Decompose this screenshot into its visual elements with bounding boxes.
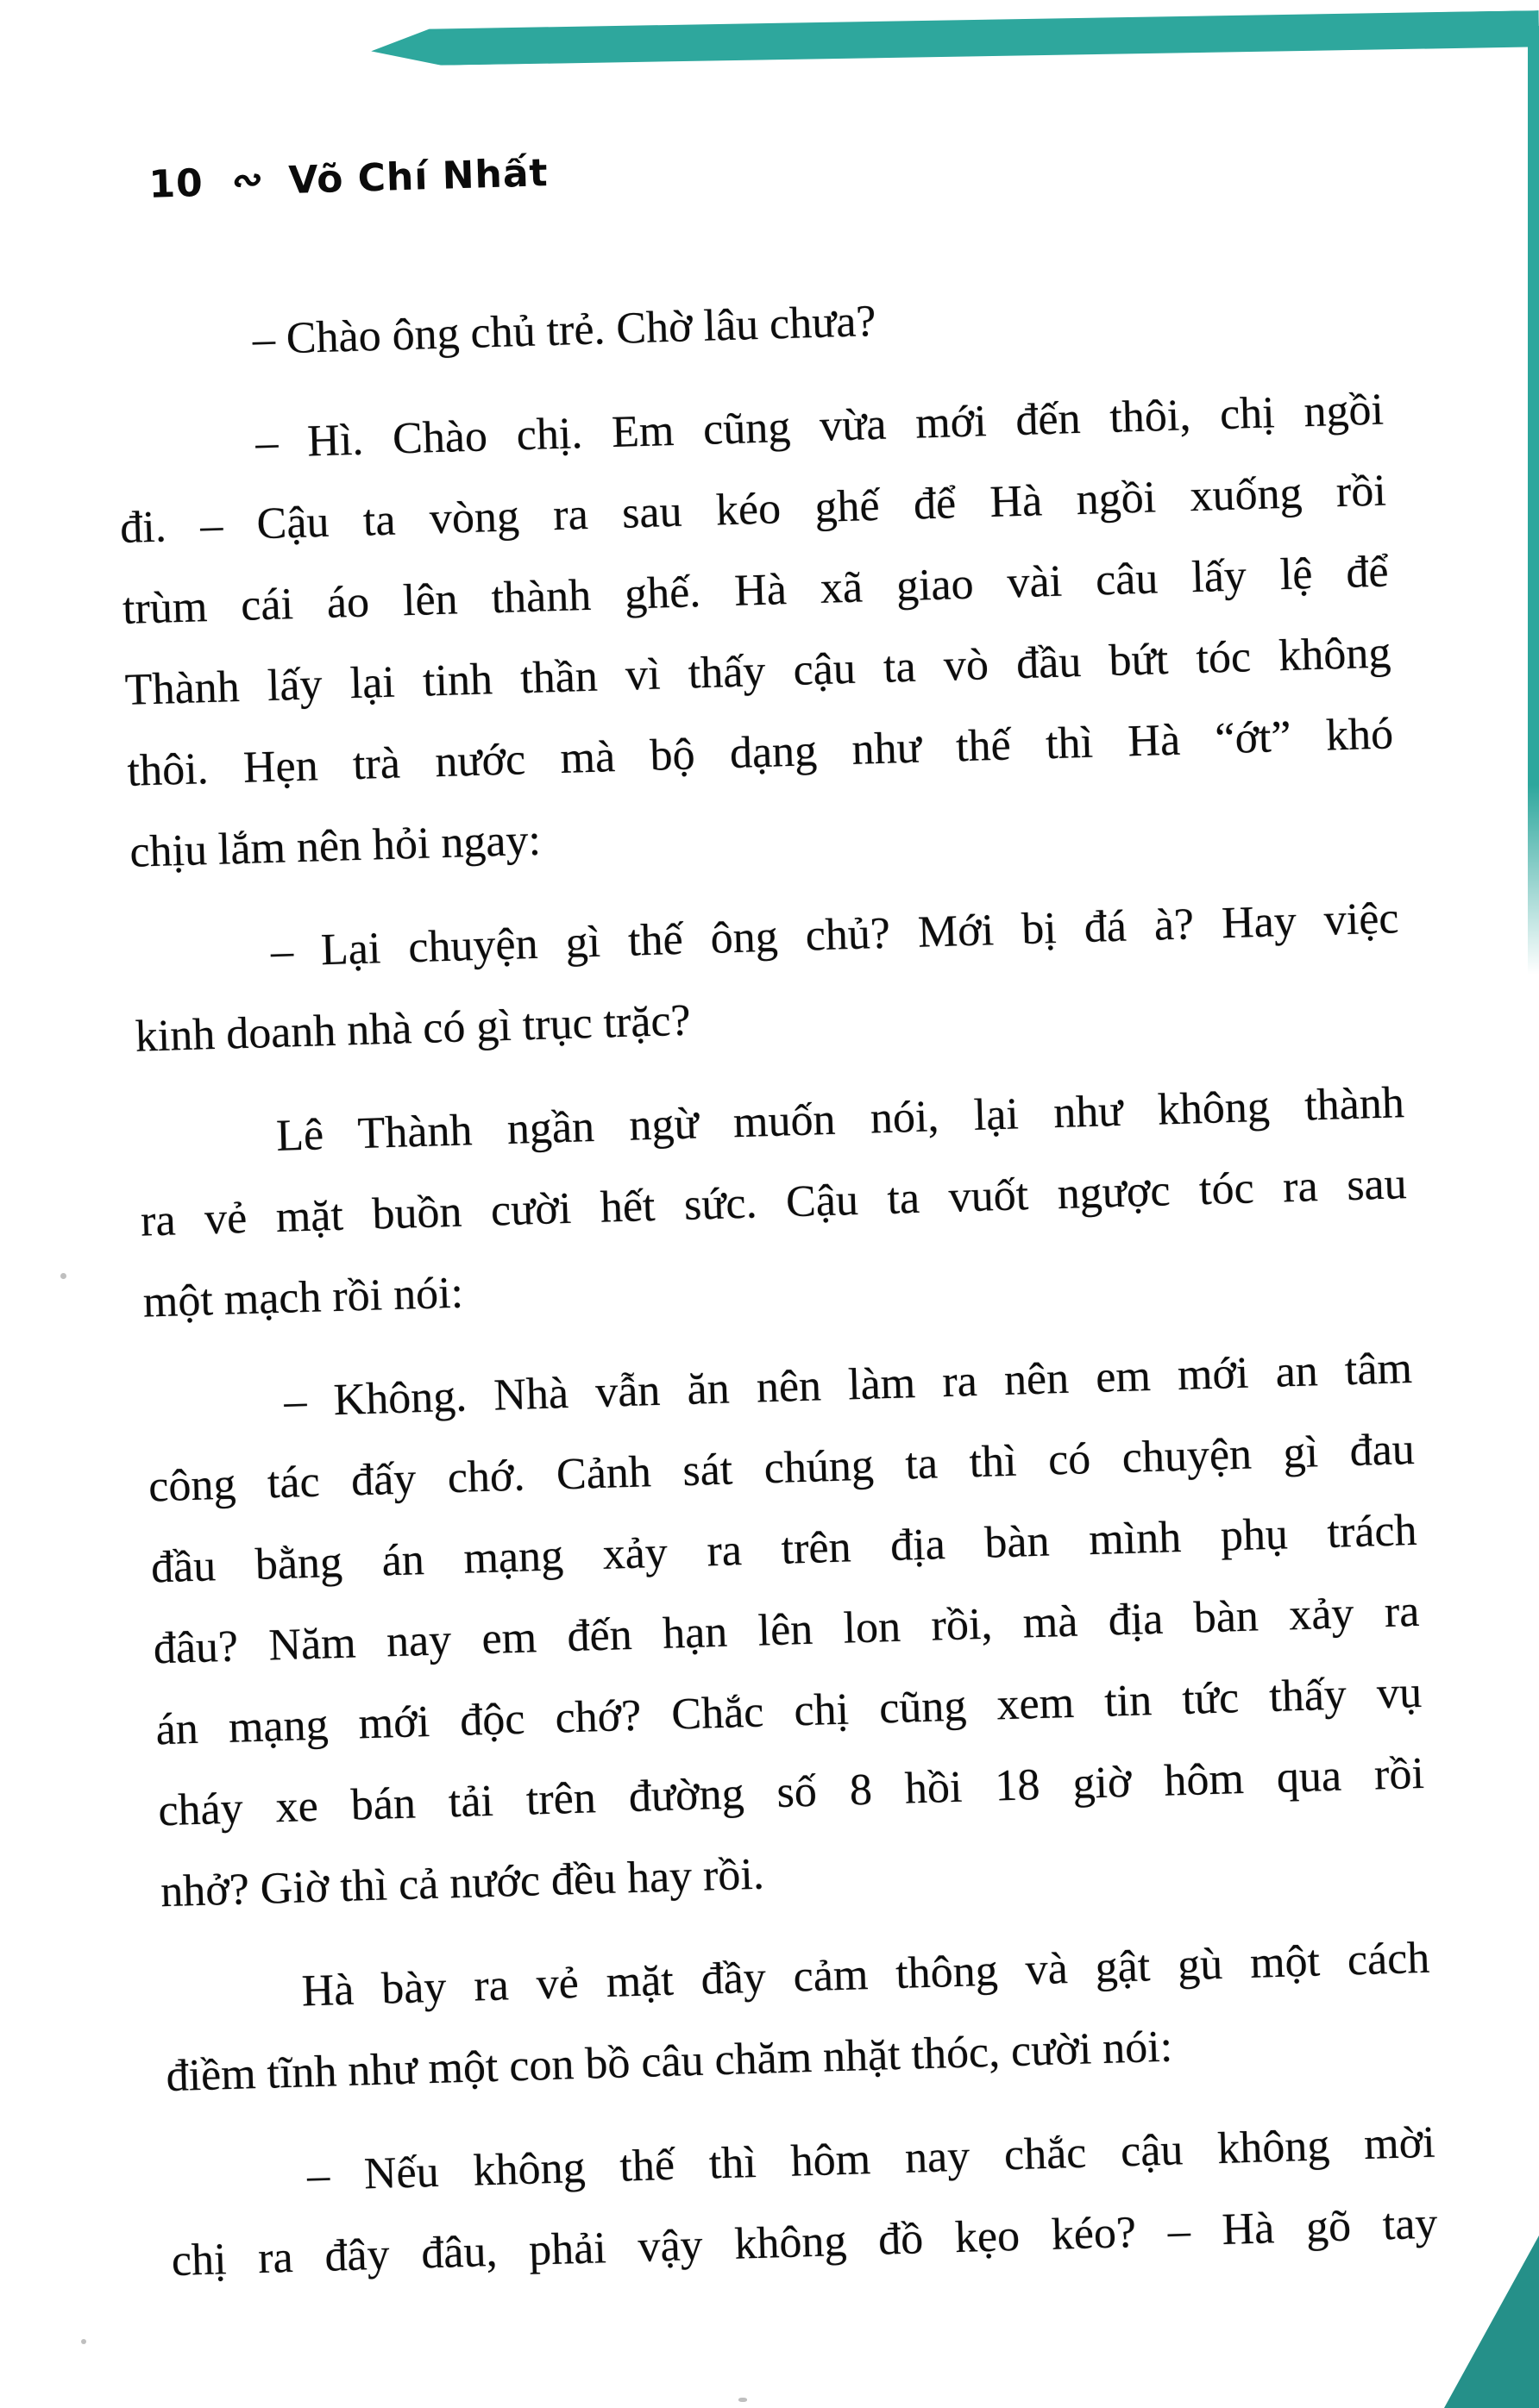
text-line: cháy xe bán tải trên đường số 8 hồi 18 giờ hôm qua rồi: [157, 1748, 1425, 1836]
text-line: – Hì. Chào chị. Em cũng vừa mới đến thôi, chị ngồi: [254, 385, 1385, 468]
page-number: 10: [148, 160, 204, 207]
text-line: đi. – Cậu ta vòng ra sau kéo ghế để Hà ngồi xuống rồi: [119, 466, 1387, 553]
text-line: – Chào ông chủ trẻ. Chờ lâu chưa?: [252, 296, 877, 365]
paragraph: [162, 1918, 1433, 2117]
author-name: Võ Chí Nhất: [287, 151, 550, 204]
text-line: công tác đấy chớ. Cảnh sát chúng ta thì có chuyện gì đau: [148, 1424, 1416, 1512]
text-line: đâu? Năm nay em đến hạn lên lon rồi, mà địa bàn xảy ra: [153, 1586, 1421, 1674]
paragraph: [116, 369, 1397, 893]
text-line: chịu lắm nên hỏi ngay:: [129, 815, 542, 877]
text-line: – Lại chuyện gì thế ông chủ? Mới bị đá à? Hay việc: [270, 894, 1400, 977]
text-line: Lê Thành ngần ngừ muốn nói, lại như không thành: [275, 1078, 1405, 1161]
text-line: chị ra đây đâu, phải vậy không đồ kẹo kéo? – Hà gõ tay: [171, 2198, 1439, 2286]
fleuron-ornament: ∾: [229, 157, 261, 202]
text-line: trùm cái áo lên thành ghế. Hà xã giao vài câu lấy lệ để: [122, 547, 1390, 634]
text-line: nhở? Giờ thì cả nước đều hay rồi.: [160, 1849, 765, 1917]
text-line: thôi. Hẹn trà nước mà bộ dạng như thế thì Hà “ớt” khó: [126, 709, 1394, 796]
paragraph: [168, 2103, 1439, 2302]
text-line: đầu bằng án mạng xảy ra trên địa bàn mình phụ trách: [150, 1505, 1418, 1593]
text-line: điềm tĩnh như một con bồ câu chăm nhặt thóc, cười nói:: [165, 2022, 1173, 2102]
text-line: ra vẻ mặt buồn cười hết sức. Cậu ta vuốt ngược tóc ra sau: [140, 1159, 1408, 1246]
paragraph: [114, 267, 1382, 386]
text-line: Thành lấy lại tinh thần vì thấy cậu ta vò đầu bứt tóc không: [124, 628, 1392, 715]
text-line: – Không. Nhà vẫn ăn nên làm ra nên em mới an tâm: [283, 1343, 1413, 1427]
text-line: một mạch rồi nói:: [142, 1268, 464, 1327]
page-body: [114, 267, 1440, 2325]
text-line: án mạng mới độc chớ? Chắc chị cũng xem tin tức thấy vụ: [154, 1667, 1423, 1755]
running-header: [148, 151, 549, 207]
paragraph: [132, 878, 1403, 1077]
scan-edge-right: [1528, 26, 1539, 975]
paragraph: [145, 1328, 1428, 1933]
paragraph: [137, 1063, 1410, 1343]
text-line: Hà bày ra vẻ mặt đầy cảm thông và gật gù một cách: [300, 1933, 1430, 2016]
text-line: – Nếu không thế thì hôm nay chắc cậu không mời: [306, 2117, 1436, 2201]
text-line: kinh doanh nhà có gì trục trặc?: [134, 995, 692, 1062]
